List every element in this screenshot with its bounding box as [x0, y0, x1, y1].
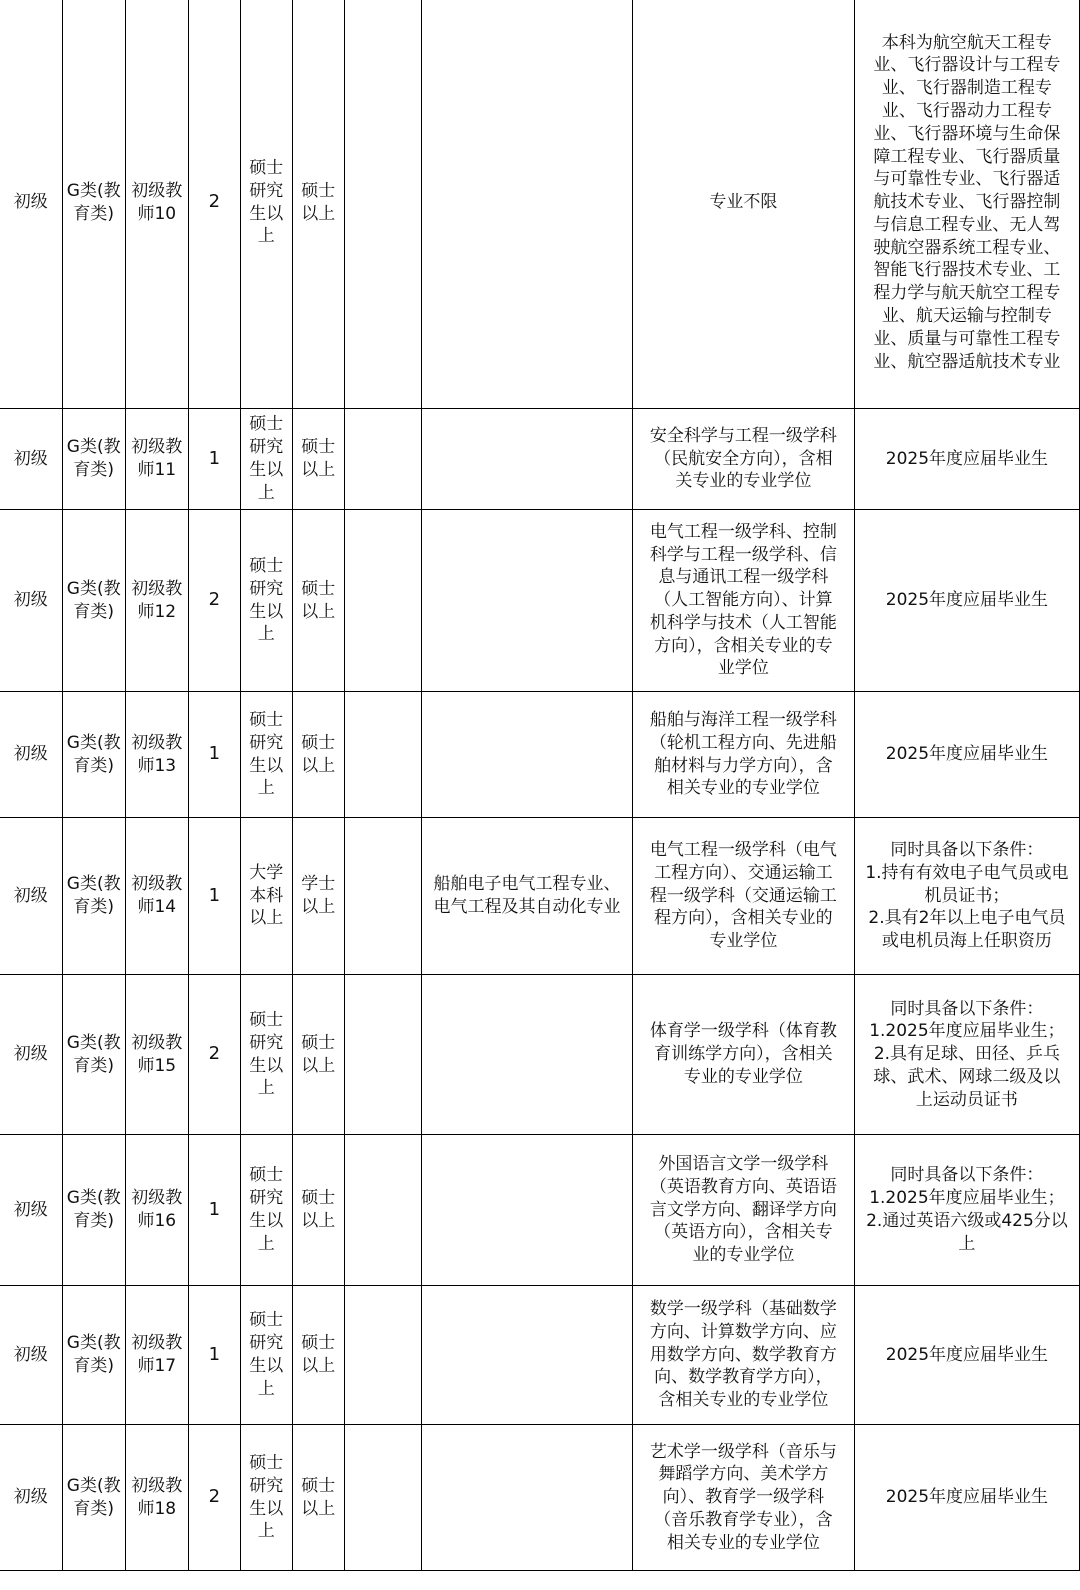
- other-requirements-cell: 2025年度应届毕业生: [854, 510, 1079, 692]
- undergrad-major-cell: 船舶电子电气工程专业、 电气工程及其自动化专业: [422, 818, 633, 975]
- count-cell: 2: [188, 975, 240, 1135]
- level-cell: 初级: [0, 818, 62, 975]
- extra-cell: [344, 1286, 421, 1425]
- grad-major-cell: 外国语言文学一级学科 （英语教育方向、英语语 言文学方向、翻译学方向 （英语方向），含相关专 业的专业学位: [632, 1135, 854, 1286]
- education-cell: 大学 本科 以上: [240, 818, 292, 975]
- education-cell: 硕士 研究 生以 上: [240, 1135, 292, 1286]
- extra-cell: [344, 818, 421, 975]
- grad-major-cell: 电气工程一级学科（电气 工程方向）、交通运输工 程一级学科（交通运输工 程方向），含相关专业的 专业学位: [632, 818, 854, 975]
- grad-major-cell: 专业不限: [632, 0, 854, 409]
- level-cell: 初级: [0, 0, 62, 409]
- count-cell: 2: [188, 0, 240, 409]
- table-row: [0, 510, 1080, 692]
- table-row: [0, 0, 1080, 409]
- grad-major-cell: 船舶与海洋工程一级学科 （轮机工程方向、先进船 舶材料与力学方向），含 相关专业的专业学位: [632, 692, 854, 818]
- extra-cell: [344, 692, 421, 818]
- category-cell: G类(教 育类): [62, 1135, 125, 1286]
- table-row: [0, 1286, 1080, 1425]
- category-cell: G类(教 育类): [62, 818, 125, 975]
- position-cell: 初级教 师17: [125, 1286, 188, 1425]
- category-cell: G类(教 育类): [62, 1425, 125, 1571]
- education-cell: 硕士 研究 生以 上: [240, 1286, 292, 1425]
- count-cell: 2: [188, 510, 240, 692]
- education-cell: 硕士 研究 生以 上: [240, 0, 292, 409]
- degree-cell: 硕士 以上: [292, 510, 344, 692]
- other-requirements-cell: 2025年度应届毕业生: [854, 1425, 1079, 1571]
- undergrad-major-cell: [422, 975, 633, 1135]
- extra-cell: [344, 409, 421, 510]
- table-row: [0, 692, 1080, 818]
- other-requirements-cell: 2025年度应届毕业生: [854, 1286, 1079, 1425]
- count-cell: 1: [188, 692, 240, 818]
- undergrad-major-cell: [422, 1135, 633, 1286]
- count-cell: 1: [188, 818, 240, 975]
- other-requirements-cell: 2025年度应届毕业生: [854, 692, 1079, 818]
- category-cell: G类(教 育类): [62, 692, 125, 818]
- count-cell: 1: [188, 1286, 240, 1425]
- level-cell: 初级: [0, 510, 62, 692]
- position-cell: 初级教 师16: [125, 1135, 188, 1286]
- undergrad-major-cell: [422, 510, 633, 692]
- other-requirements-cell: 2025年度应届毕业生: [854, 409, 1079, 510]
- count-cell: 1: [188, 409, 240, 510]
- position-cell: 初级教 师12: [125, 510, 188, 692]
- position-cell: 初级教 师10: [125, 0, 188, 409]
- extra-cell: [344, 1425, 421, 1571]
- position-cell: 初级教 师14: [125, 818, 188, 975]
- level-cell: 初级: [0, 1135, 62, 1286]
- degree-cell: 硕士 以上: [292, 1286, 344, 1425]
- extra-cell: [344, 510, 421, 692]
- grad-major-cell: 电气工程一级学科、控制 科学与工程一级学科、信 息与通讯工程一级学科 （人工智能方向）、计算 机科学与技术（人工智能 方向），含相关专业的专 业学位: [632, 510, 854, 692]
- education-cell: 硕士 研究 生以 上: [240, 975, 292, 1135]
- degree-cell: 硕士 以上: [292, 0, 344, 409]
- education-cell: 硕士 研究 生以 上: [240, 409, 292, 510]
- other-requirements-cell: 本科为航空航天工程专 业、飞行器设计与工程专 业、飞行器制造工程专 业、飞行器动力工程专 业、飞行器环境与生命保 障工程专业、飞行器质量 与可靠性专业、飞行器适 航技术专业、飞行器控制 与信息工程专业、无人驾 驶航空器系统工程专业、 智能飞行器技术专业、工 程力学与航天航空工程专 业、航天运输与控制专 业、质量与可靠性工程专 业、航空器适航技术专业: [854, 0, 1079, 409]
- position-cell: 初级教 师18: [125, 1425, 188, 1571]
- table-row: [0, 1425, 1080, 1571]
- degree-cell: 硕士 以上: [292, 692, 344, 818]
- category-cell: G类(教 育类): [62, 0, 125, 409]
- table-row: [0, 409, 1080, 510]
- level-cell: 初级: [0, 1286, 62, 1425]
- undergrad-major-cell: [422, 1425, 633, 1571]
- table-row: [0, 975, 1080, 1135]
- grad-major-cell: 安全科学与工程一级学科 （民航安全方向），含相 关专业的专业学位: [632, 409, 854, 510]
- degree-cell: 硕士 以上: [292, 975, 344, 1135]
- count-cell: 2: [188, 1425, 240, 1571]
- education-cell: 硕士 研究 生以 上: [240, 1425, 292, 1571]
- category-cell: G类(教 育类): [62, 510, 125, 692]
- other-requirements-cell: 同时具备以下条件： 1.2025年度应届毕业生； 2.通过英语六级或425分以 上: [854, 1135, 1079, 1286]
- extra-cell: [344, 975, 421, 1135]
- level-cell: 初级: [0, 1425, 62, 1571]
- education-cell: 硕士 研究 生以 上: [240, 692, 292, 818]
- degree-cell: 硕士 以上: [292, 409, 344, 510]
- undergrad-major-cell: [422, 0, 633, 409]
- level-cell: 初级: [0, 975, 62, 1135]
- level-cell: 初级: [0, 692, 62, 818]
- degree-cell: 学士 以上: [292, 818, 344, 975]
- category-cell: G类(教 育类): [62, 409, 125, 510]
- degree-cell: 硕士 以上: [292, 1425, 344, 1571]
- position-cell: 初级教 师15: [125, 975, 188, 1135]
- undergrad-major-cell: [422, 692, 633, 818]
- undergrad-major-cell: [422, 409, 633, 510]
- undergrad-major-cell: [422, 1286, 633, 1425]
- category-cell: G类(教 育类): [62, 975, 125, 1135]
- table-row: [0, 1135, 1080, 1286]
- other-requirements-cell: 同时具备以下条件： 1.2025年度应届毕业生； 2.具有足球、田径、乒乓 球、武术、网球二级及以 上运动员证书: [854, 975, 1079, 1135]
- category-cell: G类(教 育类): [62, 1286, 125, 1425]
- other-requirements-cell: 同时具备以下条件： 1.持有有效电子电气员或电 机员证书； 2.具有2年以上电子电气员 或电机员海上任职资历: [854, 818, 1079, 975]
- grad-major-cell: 艺术学一级学科（音乐与 舞蹈学方向、美术学方 向）、教育学一级学科 （音乐教育学专业），含 相关专业的专业学位: [632, 1425, 854, 1571]
- table-row: [0, 818, 1080, 975]
- extra-cell: [344, 1135, 421, 1286]
- extra-cell: [344, 0, 421, 409]
- degree-cell: 硕士 以上: [292, 1135, 344, 1286]
- position-cell: 初级教 师11: [125, 409, 188, 510]
- position-cell: 初级教 师13: [125, 692, 188, 818]
- grad-major-cell: 体育学一级学科（体育教 育训练学方向），含相关 专业的专业学位: [632, 975, 854, 1135]
- education-cell: 硕士 研究 生以 上: [240, 510, 292, 692]
- count-cell: 1: [188, 1135, 240, 1286]
- grad-major-cell: 数学一级学科（基础数学 方向、计算数学方向、应 用数学方向、数学教育方 向、数学教育学方向）， 含相关专业的专业学位: [632, 1286, 854, 1425]
- level-cell: 初级: [0, 409, 62, 510]
